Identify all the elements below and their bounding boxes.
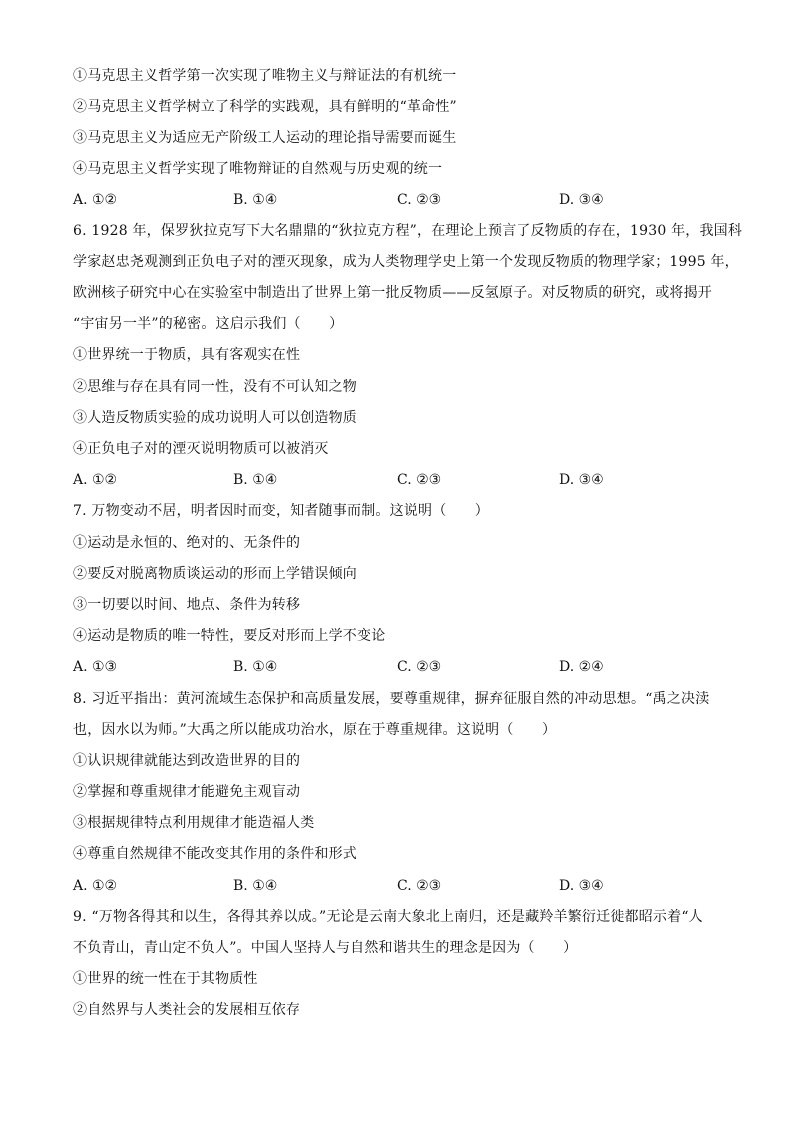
q9-stem-line-1: 9. “万物各得其和以生，各得其养以成。”无论是云南大象北上南归，还是藏羚羊繁衍迁徙都昭示着“人 <box>73 909 703 925</box>
q6-item-3: ③人造反物质实验的成功说明人可以创造物质 <box>73 410 357 426</box>
q7-option-c: C. ②③ <box>397 659 442 675</box>
q6-stem-line-4: “宇宙另一半”的秘密。这启示我们（ ） <box>73 316 344 332</box>
q6-item-4: ④正负电子对的湮灭说明物质可以被消灭 <box>73 441 329 457</box>
q7-option-d: D. ②④ <box>559 659 604 675</box>
q8-item-2: ②掌握和尊重规律才能避免主观盲动 <box>73 784 301 800</box>
q5-item-4: ④马克思主义哲学实现了唯物辩证的自然观与历史观的统一 <box>73 161 443 177</box>
q7-option-b: B. ①④ <box>233 659 278 675</box>
q7-item-4: ④运动是物质的唯一特性，要反对形而上学不变论 <box>73 628 386 644</box>
q8-item-4: ④尊重自然规律不能改变其作用的条件和形式 <box>73 846 357 862</box>
q6-stem-line-1: 6. 1928 年，保罗狄拉克写下大名鼎鼎的“狄拉克方程”，在理论上预言了反物质的存在，1930 年，我国科 <box>73 223 743 239</box>
q9-stem-line-2: 不负青山，青山定不负人”。中国人坚持人与自然和谐共生的理念是因为（ ） <box>73 940 578 956</box>
q6-option-b: B. ①④ <box>233 472 278 488</box>
q6-stem-line-3: 欧洲核子研究中心在实验室中制造出了世界上第一批反物质——反氢原子。对反物质的研究，或将揭开 <box>73 285 712 301</box>
q7-item-3: ③一切要以时间、地点、条件为转移 <box>73 597 301 613</box>
q5-item-3: ③马克思主义为适应无产阶级工人运动的理论指导需要而诞生 <box>73 130 457 146</box>
q8-option-c: C. ②③ <box>397 878 442 894</box>
q5-option-d: D. ③④ <box>559 192 604 208</box>
q5-option-a: A. ①② <box>73 192 118 208</box>
q8-item-1: ①认识规律就能达到改造世界的目的 <box>73 753 301 769</box>
q9-item-2: ②自然界与人类社会的发展相互依存 <box>73 1002 301 1018</box>
q6-option-a: A. ①② <box>73 472 118 488</box>
q8-option-b: B. ①④ <box>233 878 278 894</box>
q8-stem-line-1: 8. 习近平指出：黄河流域生态保护和高质量发展，要尊重规律，摒弃征服自然的冲动思想。“禹之决渎 <box>73 691 710 707</box>
q6-stem-line-2: 学家赵忠尧观测到正负电子对的湮灭现象，成为人类物理学史上第一个发现反物质的物理学家；1995 年， <box>73 254 739 270</box>
q5-item-1: ①马克思主义哲学第一次实现了唯物主义与辩证法的有机统一 <box>73 68 457 84</box>
q6-item-1: ①世界统一于物质，具有客观实在性 <box>73 347 301 363</box>
q8-option-a: A. ①② <box>73 878 118 894</box>
q8-option-d: D. ③④ <box>559 878 604 894</box>
q7-option-a: A. ①③ <box>73 659 118 675</box>
q5-item-2: ②马克思主义哲学树立了科学的实践观，具有鲜明的“革命性” <box>73 99 457 115</box>
q6-option-d: D. ③④ <box>559 472 604 488</box>
q9-item-1: ①世界的统一性在于其物质性 <box>73 971 258 987</box>
q5-option-b: B. ①④ <box>233 192 278 208</box>
q5-option-c: C. ②③ <box>397 192 442 208</box>
q6-item-2: ②思维与存在具有同一性，没有不可认知之物 <box>73 379 357 395</box>
q8-stem-line-2: 也，因水以为师。”大禹之所以能成功治水，原在于尊重规律。这说明（ ） <box>73 722 557 738</box>
q8-item-3: ③根据规律特点利用规律才能造福人类 <box>73 815 315 831</box>
q7-item-2: ②要反对脱离物质谈运动的形而上学错误倾向 <box>73 566 357 582</box>
q7-stem-line-1: 7. 万物变动不居，明者因时而变，知者随事而制。这说明（ ） <box>73 503 490 519</box>
q7-item-1: ①运动是永恒的、绝对的、无条件的 <box>73 535 301 551</box>
q6-option-c: C. ②③ <box>397 472 442 488</box>
